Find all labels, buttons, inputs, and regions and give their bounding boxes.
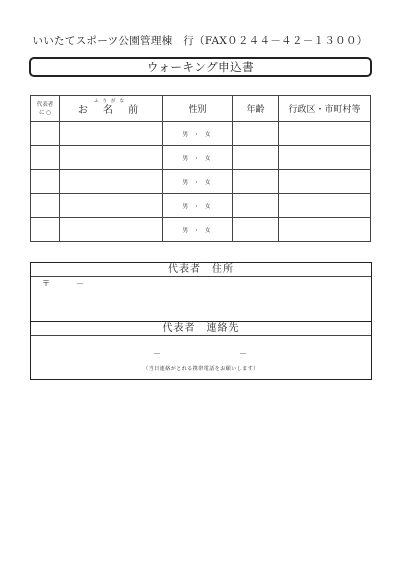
name-cell[interactable]	[60, 194, 163, 218]
gender-cell[interactable]: 男 ・ 女	[163, 170, 233, 194]
name-label: お 名 前	[77, 104, 145, 116]
rep-mark-cell[interactable]	[31, 170, 60, 194]
age-cell[interactable]	[233, 170, 279, 194]
gender-cell[interactable]: 男 ・ 女	[163, 146, 233, 170]
rep-header-line1: 代表者	[36, 101, 54, 108]
region-cell[interactable]	[279, 122, 371, 146]
postal-code-field[interactable]	[42, 278, 84, 289]
age-cell[interactable]	[233, 218, 279, 242]
region-cell[interactable]	[279, 146, 371, 170]
rep-mark-cell[interactable]	[31, 194, 60, 218]
region-cell[interactable]	[279, 194, 371, 218]
postal-code-dash: －	[76, 279, 84, 288]
name-cell[interactable]	[60, 122, 163, 146]
participant-row	[31, 170, 371, 194]
gender-cell[interactable]: 男 ・ 女	[163, 194, 233, 218]
phone-dash-1: －	[153, 349, 161, 358]
contact-section-title: 代表者 連絡先	[31, 322, 371, 336]
rep-column-header	[31, 96, 60, 122]
gender-cell[interactable]: 男 ・ 女	[163, 218, 233, 242]
rep-mark-cell[interactable]	[31, 146, 60, 170]
participant-row	[31, 218, 371, 242]
age-cell[interactable]	[233, 146, 279, 170]
fax-destination-header: いいたてスポーツ公園管理棟 行（FAX０２４４－４２－１３００）	[32, 35, 368, 47]
gender-cell[interactable]: 男 ・ 女	[163, 122, 233, 146]
address-section-title: 代表者 住所	[31, 263, 371, 277]
mobile-phone-note: （当日連絡がとれる携帯電話をお願いします）	[143, 366, 259, 372]
phone-dash-2: －	[239, 349, 247, 358]
name-cell[interactable]	[60, 218, 163, 242]
name-column-header	[60, 96, 163, 122]
rep-mark-cell[interactable]	[31, 122, 60, 146]
region-column-header: 行政区・市町村等	[279, 96, 371, 122]
representative-info-box	[30, 262, 372, 380]
age-cell[interactable]	[233, 194, 279, 218]
participants-table	[30, 95, 371, 242]
rep-header-line2: に ○	[38, 109, 52, 116]
contact-section	[31, 321, 371, 380]
region-cell[interactable]	[279, 170, 371, 194]
region-cell[interactable]	[279, 218, 371, 242]
participant-row	[31, 146, 371, 170]
name-cell[interactable]	[60, 170, 163, 194]
postal-mark-icon: 〒	[42, 279, 50, 288]
age-column-header: 年齢	[233, 96, 279, 122]
participant-row	[31, 194, 371, 218]
participant-row	[31, 122, 371, 146]
gender-column-header: 性別	[163, 96, 233, 122]
furigana-label: ふりがな	[94, 98, 128, 104]
rep-mark-cell[interactable]	[31, 218, 60, 242]
age-cell[interactable]	[233, 122, 279, 146]
form-title: ウォーキング申込書	[29, 57, 372, 77]
participants-header-row	[31, 96, 371, 122]
name-cell[interactable]	[60, 146, 163, 170]
